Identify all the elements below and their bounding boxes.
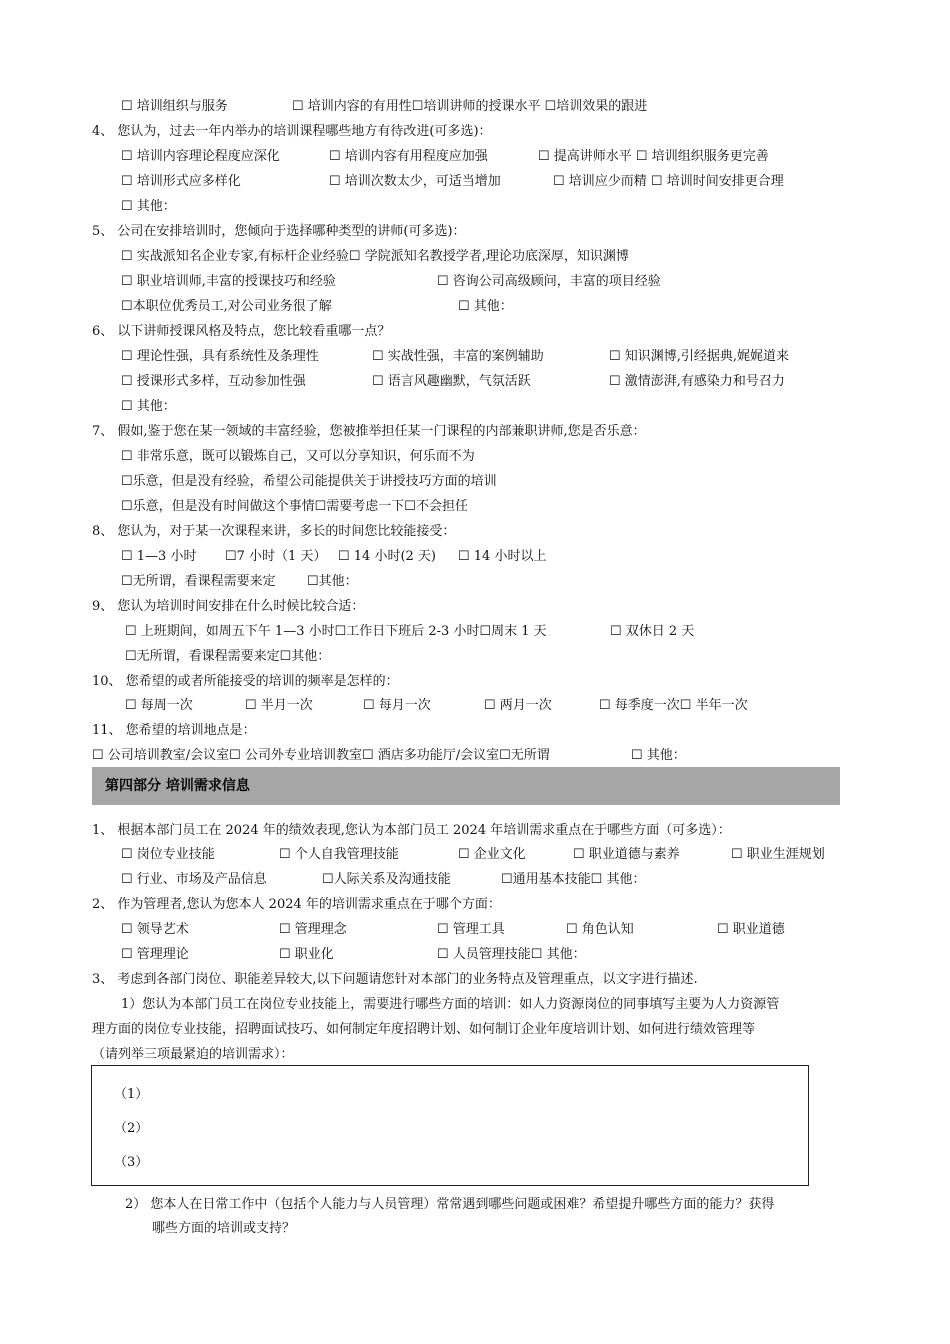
option-s4q1-communication[interactable]: ☐人际关系及沟通技能 — [322, 872, 451, 887]
option-s4q1-culture[interactable]: ☐ 企业文化 — [458, 847, 526, 862]
option-q6-passionate[interactable]: ☐ 激情澎湃,有感染力和号召力 — [609, 374, 785, 389]
section-header-bar — [92, 767, 840, 805]
option-s4q1-career-planning[interactable]: ☐ 职业生涯规划 — [731, 847, 825, 862]
option-q6-humorous[interactable]: ☐ 语言风趣幽默，气氛活跃 — [372, 374, 531, 389]
question-11: 11、 您希望的培训地点是： — [92, 723, 256, 738]
option-q9-depends-other[interactable]: ☐无所谓，看课程需要来定☐其他： — [125, 649, 331, 664]
option-q6-interactive[interactable]: ☐ 授课形式多样，互动参加性强 — [121, 374, 306, 389]
s4q3-sub1-line3: （请列举三项最紧迫的培训需求）： — [92, 1047, 294, 1062]
s4-question-2: 2、 作为管理者,您认为您本人 2024 年的培训需求重点在于哪个方面： — [92, 897, 501, 912]
answer-item-2: （2） — [114, 1121, 149, 1136]
option-s4q2-management-concepts[interactable]: ☐ 管理理念 — [279, 922, 347, 937]
option-q5-internal-employee[interactable]: ☐本职位优秀员工,对公司业务很了解 — [121, 299, 332, 314]
option-s4q2-professional-ethics[interactable]: ☐ 职业道德 — [717, 922, 785, 937]
option-q4-fewer-better-schedule[interactable]: ☐ 培训应少而精 ☐ 培训时间安排更合理 — [553, 174, 784, 189]
option-q8-other[interactable]: ☐其他： — [307, 574, 358, 589]
option-q7-willing-no-experience[interactable]: ☐乐意，但是没有经验，希望公司能提供关于讲授技巧方面的培训 — [121, 474, 497, 489]
option-s4q2-management-theory[interactable]: ☐ 管理理论 — [121, 947, 189, 962]
option-q8-14-hours[interactable]: ☐ 14 小时(2 天) — [338, 549, 437, 564]
option-q10-quarterly-halfyear[interactable]: ☐ 每季度一次☐ 半年一次 — [599, 698, 748, 713]
option-q10-bimonthly[interactable]: ☐ 两月一次 — [484, 698, 552, 713]
option-q4-other[interactable]: ☐ 其他： — [121, 199, 176, 214]
s4-question-1: 1、 根据本部门员工在 2024 年的绩效表现,您认为本部门员工 2024 年培训需求重点在于哪些方面（可多选）： — [92, 823, 731, 838]
option-q4-deepen-theory[interactable]: ☐ 培训内容理论程度应深化 — [121, 149, 280, 164]
option-q7-very-willing[interactable]: ☐ 非常乐意，既可以锻炼自己，又可以分享知识，何乐而不为 — [121, 449, 475, 464]
s4q3-sub2-line1: 2） 您本人在日常工作中（包括个人能力与人员管理）常常遇到哪些问题或困难？希望提升哪些方面的能力？获得 — [125, 1197, 775, 1212]
option-q5-professional-trainer[interactable]: ☐ 职业培训师,丰富的授课技巧和经验 — [121, 274, 336, 289]
option-q10-monthly[interactable]: ☐ 每月一次 — [363, 698, 431, 713]
option-q5-experts-scholars[interactable]: ☐ 实战派知名企业专家,有标杆企业经验☐ 学院派知名教授学者,理论功底深厚，知识渊博 — [121, 249, 629, 264]
option-s4q2-professionalism[interactable]: ☐ 职业化 — [279, 947, 334, 962]
option-s4q2-people-management-other[interactable]: ☐ 人员管理技能☐ 其他： — [437, 947, 586, 962]
option-q4-increase-usefulness[interactable]: ☐ 培训内容有用程度应加强 — [329, 149, 488, 164]
option-q9-two-day-weekend[interactable]: ☐ 双休日 2 天 — [610, 624, 695, 639]
option-q8-depends[interactable]: ☐无所谓，看课程需要来定 — [121, 574, 276, 589]
option-q5-consultant[interactable]: ☐ 咨询公司高级顾问，丰富的项目经验 — [437, 274, 661, 289]
option-q8-7-hours[interactable]: ☐7 小时（1 天） — [225, 549, 327, 564]
option-q9-workday-weekend[interactable]: ☐ 上班期间，如周五下午 1—3 小时☐工作日下班后 2-3 小时☐周末 1 天 — [125, 624, 547, 639]
option-q7-willing-no-time[interactable]: ☐乐意，但是没有时间做这个事情☐需要考虑一下☐不会担任 — [121, 499, 468, 514]
option-q8-1-3-hours[interactable]: ☐ 1—3 小时 — [121, 549, 197, 564]
option-s4q2-leadership[interactable]: ☐ 领导艺术 — [121, 922, 189, 937]
option-q6-other[interactable]: ☐ 其他： — [121, 399, 176, 414]
option-q11-other[interactable]: ☐ 其他： — [631, 748, 686, 763]
option-q4-more-sessions[interactable]: ☐ 培训次数太少，可适当增加 — [329, 174, 501, 189]
option-s4q1-self-management[interactable]: ☐ 个人自我管理技能 — [279, 847, 399, 862]
option-q6-practical[interactable]: ☐ 实战性强，丰富的案例辅助 — [372, 349, 544, 364]
option-s4q2-management-tools[interactable]: ☐ 管理工具 — [437, 922, 505, 937]
s4-question-3: 3、 考虑到各部门岗位、职能差异较大,以下问题请您针对本部门的业务特点及管理重点，以文字进行描述. — [92, 972, 698, 987]
option-q6-theoretical[interactable]: ☐ 理论性强，具有系统性及条理性 — [121, 349, 319, 364]
answer-textbox[interactable] — [91, 1065, 809, 1186]
option-q8-over-14-hours[interactable]: ☐ 14 小时以上 — [458, 549, 547, 564]
question-9: 9、 您认为培训时间安排在什么时候比较合适： — [92, 599, 365, 614]
question-5: 5、 公司在安排培训时，您倾向于选择哪种类型的讲师(可多选)： — [92, 224, 466, 239]
option-s4q2-role-cognition[interactable]: ☐ 角色认知 — [566, 922, 634, 937]
option-q10-weekly[interactable]: ☐ 每周一次 — [125, 698, 193, 713]
option-q4-diverse-forms[interactable]: ☐ 培训形式应多样化 — [121, 174, 241, 189]
option-q11-locations[interactable]: ☐ 公司培训教室/会议室☐ 公司外专业培训教室☐ 酒店多功能厅/会议室☐无所谓 — [92, 748, 550, 763]
question-6: 6、 以下讲师授课风格及特点，您比较看重哪一点？ — [92, 324, 391, 339]
question-4: 4、 您认为，过去一年内举办的培训课程哪些地方有待改进(可多选)： — [92, 124, 492, 139]
option-q5-other[interactable]: ☐ 其他： — [458, 299, 513, 314]
answer-item-1: （1） — [114, 1087, 149, 1102]
option-s4q1-ethics[interactable]: ☐ 职业道德与素养 — [573, 847, 680, 862]
option-s4q1-job-skills[interactable]: ☐ 岗位专业技能 — [121, 847, 215, 862]
answer-item-3: （3） — [114, 1155, 149, 1170]
option-training-usefulness-group[interactable]: ☐ 培训内容的有用性☐培训讲师的授课水平 ☐培训效果的跟进 — [292, 99, 648, 114]
option-training-organization[interactable]: ☐ 培训组织与服务 — [121, 99, 228, 114]
option-s4q1-industry-info[interactable]: ☐ 行业、市场及产品信息 — [121, 872, 267, 887]
section-title: 第四部分 培训需求信息 — [105, 778, 250, 794]
question-10: 10、 您希望的或者所能接受的培训的频率是怎样的： — [92, 674, 399, 689]
question-8: 8、 您认为，对于某一次课程来讲，多长的时间您比较能接受： — [92, 524, 456, 539]
question-7: 7、 假如,鉴于您在某一领域的丰富经验，您被推举担任某一门课程的内部兼职讲师,您是否乐意： — [92, 424, 646, 439]
option-q10-biweekly[interactable]: ☐ 半月一次 — [245, 698, 313, 713]
option-s4q1-basic-skills-other[interactable]: ☐通用基本技能☐ 其他： — [501, 872, 646, 887]
s4q3-sub1-line1: 1）您认为本部门员工在岗位专业技能上，需要进行哪些方面的培训：如人力资源岗位的同事填写主要为人力资源管 — [121, 997, 780, 1012]
s4q3-sub1-line2: 理方面的岗位专业技能，招聘面试技巧、如何制定年度招聘计划、如何制订企业年度培训计划、如何进行绩效管理等 — [92, 1022, 756, 1037]
option-q4-lecturer-organization[interactable]: ☐ 提高讲师水平 ☐ 培训组织服务更完善 — [538, 149, 769, 164]
s4q3-sub2-line2: 哪些方面的培训或支持？ — [152, 1221, 296, 1236]
option-q6-knowledgeable[interactable]: ☐ 知识渊博,引经据典,娓娓道来 — [609, 349, 790, 364]
